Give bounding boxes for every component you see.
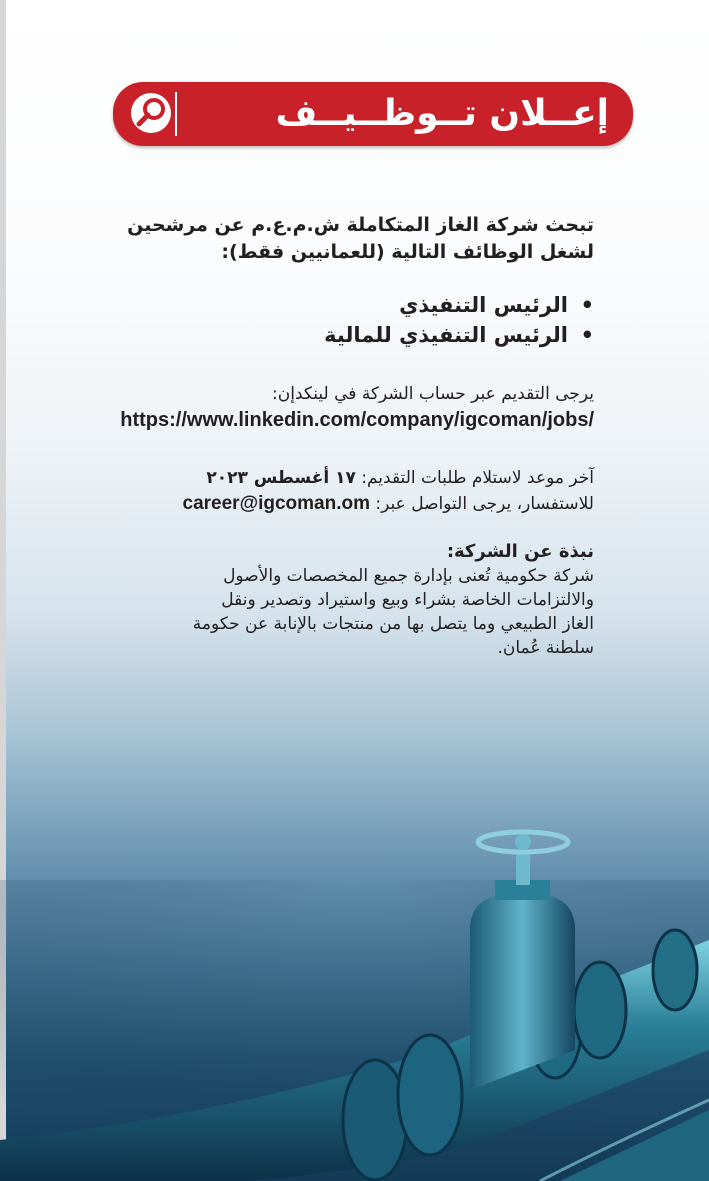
pipeline-illustration xyxy=(0,820,709,1181)
about-company-section xyxy=(94,540,594,660)
bullet-icon: • xyxy=(580,323,594,347)
inquiry-label: للاستفسار، يرجى التواصل عبر: xyxy=(375,494,594,514)
banner-divider xyxy=(175,92,177,136)
linkedin-jobs-link[interactable]: https://www.linkedin.com/company/igcoman/jobs/ xyxy=(120,409,594,431)
deadline-label: آخر موعد لاستلام طلبات التقديم: xyxy=(361,468,594,488)
about-line: الغاز الطبيعي وما يتصل بها من منتجات بالإنابة عن حكومة xyxy=(192,614,594,634)
intro-text xyxy=(94,212,594,266)
deadline-line xyxy=(183,465,594,491)
apply-section xyxy=(120,381,594,433)
inquiry-line xyxy=(183,491,594,517)
about-heading: نبذة عن الشركة: xyxy=(446,541,594,562)
bullet-icon: • xyxy=(580,293,594,317)
about-line: سلطنة عُمان. xyxy=(497,638,594,658)
intro-line: تبحث شركة الغاز المتكاملة ش.م.ع.م عن مرشحين xyxy=(127,214,594,236)
job-title: الرئيس التنفيذي للمالية xyxy=(324,323,568,347)
search-icon xyxy=(129,91,173,135)
apply-label: يرجى التقديم عبر حساب الشركة في لينكدإن: xyxy=(272,384,594,404)
about-line: شركة حكومية تُعنى بإدارة جميع المخصصات والأصول xyxy=(223,566,594,586)
job-list xyxy=(324,290,594,350)
list-item xyxy=(324,320,594,350)
deadline-section xyxy=(183,465,594,517)
list-item xyxy=(324,290,594,320)
about-line: والالتزامات الخاصة بشراء وبيع واستيراد وتصدير ونقل xyxy=(221,590,594,610)
job-announcement-banner xyxy=(113,82,633,146)
career-email-link[interactable]: career@igcoman.om xyxy=(182,493,371,514)
intro-line: لشغل الوظائف التالية (للعمانيين فقط): xyxy=(221,241,594,263)
banner-title: إعــلان تــوظــيــف xyxy=(275,93,609,134)
job-title: الرئيس التنفيذي xyxy=(399,293,568,317)
deadline-date: ١٧ أغسطس ٢٠٢٣ xyxy=(206,468,356,488)
